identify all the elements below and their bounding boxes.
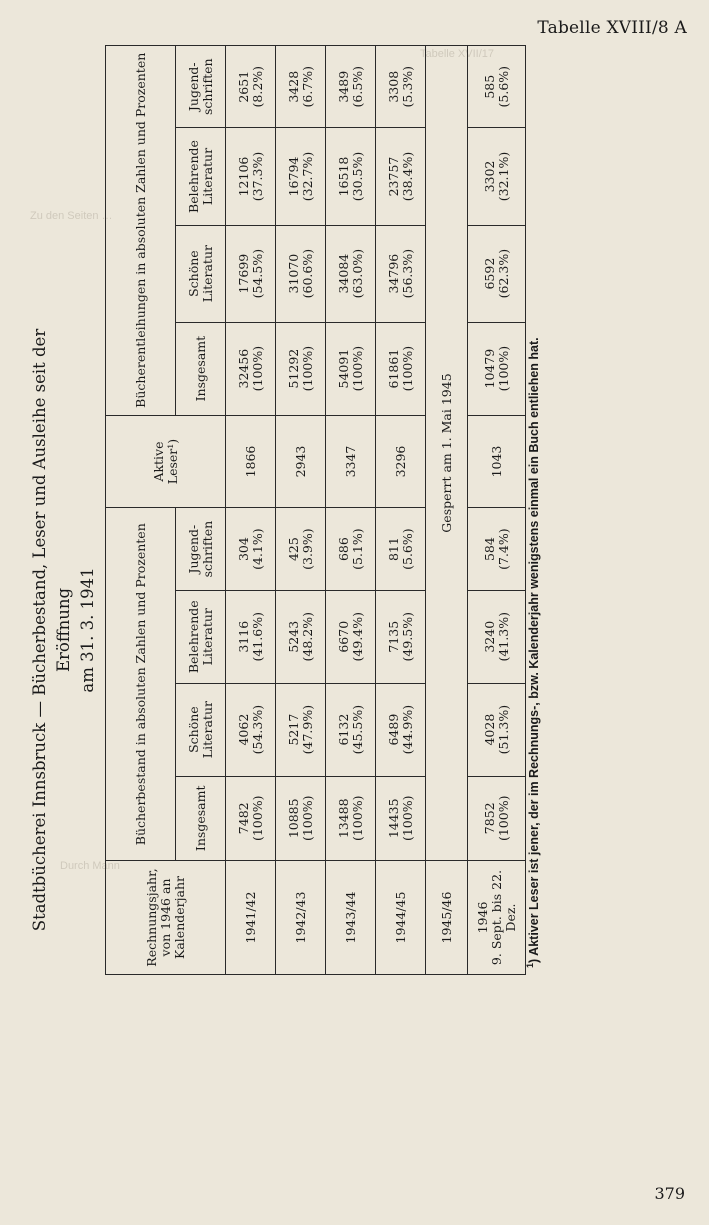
year-cell: 1942/43 xyxy=(276,861,326,975)
bestand-insgesamt-header: Insgesamt xyxy=(176,776,226,860)
value-cell xyxy=(376,590,426,683)
percent: (8.2%) xyxy=(249,65,265,108)
value: 6670 xyxy=(335,620,351,653)
value-cell xyxy=(376,128,426,225)
value-cell xyxy=(326,776,376,860)
value-cell xyxy=(376,776,426,860)
percent: (5.3%) xyxy=(399,65,415,108)
percent: (5.6%) xyxy=(399,528,415,570)
bestand-jugend-header: Jugend-schriften xyxy=(176,508,226,590)
year-cell xyxy=(468,861,526,975)
value-cell xyxy=(226,225,276,322)
percent: (100%) xyxy=(299,345,315,392)
bestand-belehrende-header: Belehrende Literatur xyxy=(176,590,226,683)
percent: (7.4%) xyxy=(495,528,511,570)
value-cell xyxy=(276,128,326,225)
value-cell xyxy=(326,590,376,683)
percent: (100%) xyxy=(299,795,315,842)
footnote-mark: 1 xyxy=(525,962,535,968)
percent: (5.6%) xyxy=(495,65,511,108)
title-line-2: am 31. 3. 1941 xyxy=(78,567,97,693)
table-label: Tabelle XVIII/8 A xyxy=(537,18,687,38)
percent: (5.1%) xyxy=(349,528,365,570)
entl-insgesamt-header: Insgesamt xyxy=(176,322,226,415)
bestand-group-header: Bücherbestand in absoluten Zahlen und Prozenten xyxy=(106,508,176,861)
leser-cell: 1043 xyxy=(468,415,526,508)
percent: (45.5%) xyxy=(349,704,365,755)
percent: (100%) xyxy=(249,345,265,392)
value: 51292 xyxy=(285,348,301,389)
value-cell xyxy=(468,225,526,322)
value-cell xyxy=(376,322,426,415)
value-cell xyxy=(468,590,526,683)
value: 10479 xyxy=(481,348,497,389)
year-column-header: Rechnungsjahr, von 1946 an Kalenderjahr xyxy=(106,861,226,975)
year-line-2: 9. Sept. bis 22. Dez. xyxy=(488,869,518,966)
percent: (44.9%) xyxy=(399,704,415,755)
value: 17699 xyxy=(235,253,251,294)
percent: (30.5%) xyxy=(349,151,365,202)
entleihungen-group-header: Bücherentleihungen in absoluten Zahlen und Prozenten xyxy=(106,46,176,416)
title-line-1: Stadtbücherei Innsbruck — Bücherbestand, Leser und Ausleihe seit der Eröffnung xyxy=(30,328,73,932)
value-cell xyxy=(226,128,276,225)
value: 23757 xyxy=(385,156,401,197)
value: 3240 xyxy=(481,620,497,653)
value: 7135 xyxy=(385,620,401,653)
percent: (48.2%) xyxy=(299,612,315,662)
percent: (100%) xyxy=(495,345,511,392)
value-cell xyxy=(226,776,276,860)
table-row xyxy=(226,46,276,975)
closed-row xyxy=(426,46,468,975)
header-row-2 xyxy=(176,46,226,975)
value: 3116 xyxy=(235,620,251,653)
year-cell: 1943/44 xyxy=(326,861,376,975)
value: 6132 xyxy=(335,713,351,746)
value-cell xyxy=(276,683,326,776)
value: 3302 xyxy=(481,160,497,193)
entl-jugend-header: Jugend-schriften xyxy=(176,46,226,128)
entl-belehrende-header: Belehrende Literatur xyxy=(176,128,226,225)
year-line-1: 1946 xyxy=(474,901,490,934)
value: 4062 xyxy=(235,713,251,746)
value-cell xyxy=(468,46,526,128)
percent: (100%) xyxy=(349,795,365,842)
value: 31070 xyxy=(285,253,301,294)
year-cell: 1941/42 xyxy=(226,861,276,975)
value-cell xyxy=(468,683,526,776)
leser-cell: 2943 xyxy=(276,415,326,508)
value: 12106 xyxy=(235,156,251,197)
percent: (54.3%) xyxy=(249,704,265,755)
value-cell xyxy=(468,128,526,225)
leser-cell: 1866 xyxy=(226,415,276,508)
percent: (47.9%) xyxy=(299,704,315,755)
value-cell xyxy=(376,508,426,590)
page-title xyxy=(28,310,100,950)
value-cell xyxy=(326,46,376,128)
leser-cell: 3347 xyxy=(326,415,376,508)
value: 5243 xyxy=(285,620,301,653)
bestand-schoene-header: Schöne Literatur xyxy=(176,683,226,776)
rotated-page-content xyxy=(20,0,620,1190)
percent: (100%) xyxy=(399,345,415,392)
value-cell xyxy=(326,322,376,415)
percent: (56.3%) xyxy=(399,248,415,299)
value: 304 xyxy=(235,537,251,562)
value-cell xyxy=(468,508,526,590)
closed-notice: Gesperrt am 1. Mai 1945 xyxy=(426,46,468,861)
value: 54091 xyxy=(335,348,351,389)
percent: (4.1%) xyxy=(249,528,265,570)
value: 6489 xyxy=(385,713,401,746)
value: 584 xyxy=(481,537,497,562)
table-row xyxy=(276,46,326,975)
value-cell xyxy=(276,776,326,860)
value-cell xyxy=(276,225,326,322)
percent: (49.5%) xyxy=(399,612,415,662)
percent: (63.0%) xyxy=(349,248,365,299)
percent: (6.5%) xyxy=(349,65,365,108)
percent: (41.3%) xyxy=(495,612,511,662)
value: 16794 xyxy=(285,156,301,197)
value-cell xyxy=(468,776,526,860)
value-cell xyxy=(276,322,326,415)
statistics-table xyxy=(105,45,526,975)
value-cell xyxy=(226,508,276,590)
footnote-text: ) Aktiver Leser ist jener, der im Rechnungs-, bzw. Kalenderjahr wenigstens einmal ein Buch entliehen hat. xyxy=(527,337,542,963)
percent: (37.3%) xyxy=(249,151,265,202)
value-cell xyxy=(468,322,526,415)
value: 34084 xyxy=(335,253,351,294)
header-row-1 xyxy=(106,46,176,975)
percent: (32.1%) xyxy=(495,151,511,202)
year-cell: 1944/45 xyxy=(376,861,426,975)
value: 585 xyxy=(481,74,497,99)
percent: (41.6%) xyxy=(249,612,265,662)
value: 6592 xyxy=(481,257,497,290)
value: 811 xyxy=(385,537,401,562)
value-cell xyxy=(376,225,426,322)
table-row xyxy=(468,46,526,975)
percent: (6.7%) xyxy=(299,65,315,108)
percent: (3.9%) xyxy=(299,528,315,570)
percent: (38.4%) xyxy=(399,151,415,202)
percent: (100%) xyxy=(495,795,511,842)
page-number: 379 xyxy=(654,1184,685,1203)
table-row xyxy=(376,46,426,975)
percent: (60.6%) xyxy=(299,248,315,299)
value-cell xyxy=(276,46,326,128)
value: 425 xyxy=(285,537,301,562)
percent: (62.3%) xyxy=(495,248,511,299)
value: 10885 xyxy=(285,798,301,839)
value-cell xyxy=(276,590,326,683)
value-cell xyxy=(226,590,276,683)
value: 5217 xyxy=(285,713,301,746)
value-cell xyxy=(326,225,376,322)
year-cell: 1945/46 xyxy=(426,861,468,975)
value-cell xyxy=(226,46,276,128)
leser-column-header: Aktive Leser¹) xyxy=(106,415,226,508)
percent: (100%) xyxy=(349,345,365,392)
leser-cell: 3296 xyxy=(376,415,426,508)
value-cell xyxy=(376,683,426,776)
value: 2651 xyxy=(235,70,251,103)
value: 34796 xyxy=(385,253,401,294)
value-cell xyxy=(376,46,426,128)
value: 686 xyxy=(335,537,351,562)
value: 3308 xyxy=(385,70,401,103)
table-row xyxy=(326,46,376,975)
value-cell xyxy=(326,508,376,590)
value-cell xyxy=(226,683,276,776)
value: 14435 xyxy=(385,798,401,839)
value: 7852 xyxy=(481,802,497,835)
value: 3428 xyxy=(285,70,301,103)
footnote xyxy=(525,68,541,968)
percent: (54.5%) xyxy=(249,248,265,299)
percent: (100%) xyxy=(399,795,415,842)
value: 32456 xyxy=(235,348,251,389)
value: 13488 xyxy=(335,798,351,839)
value-cell xyxy=(326,128,376,225)
value-cell xyxy=(326,683,376,776)
percent: (51.3%) xyxy=(495,704,511,755)
value-cell xyxy=(226,322,276,415)
value: 7482 xyxy=(235,802,251,835)
value: 4028 xyxy=(481,713,497,746)
percent: (49.4%) xyxy=(349,612,365,662)
value: 16518 xyxy=(335,156,351,197)
entl-schoene-header: Schöne Literatur xyxy=(176,225,226,322)
value: 3489 xyxy=(335,70,351,103)
value-cell xyxy=(276,508,326,590)
percent: (32.7%) xyxy=(299,151,315,202)
value: 61861 xyxy=(385,348,401,389)
percent: (100%) xyxy=(249,795,265,842)
